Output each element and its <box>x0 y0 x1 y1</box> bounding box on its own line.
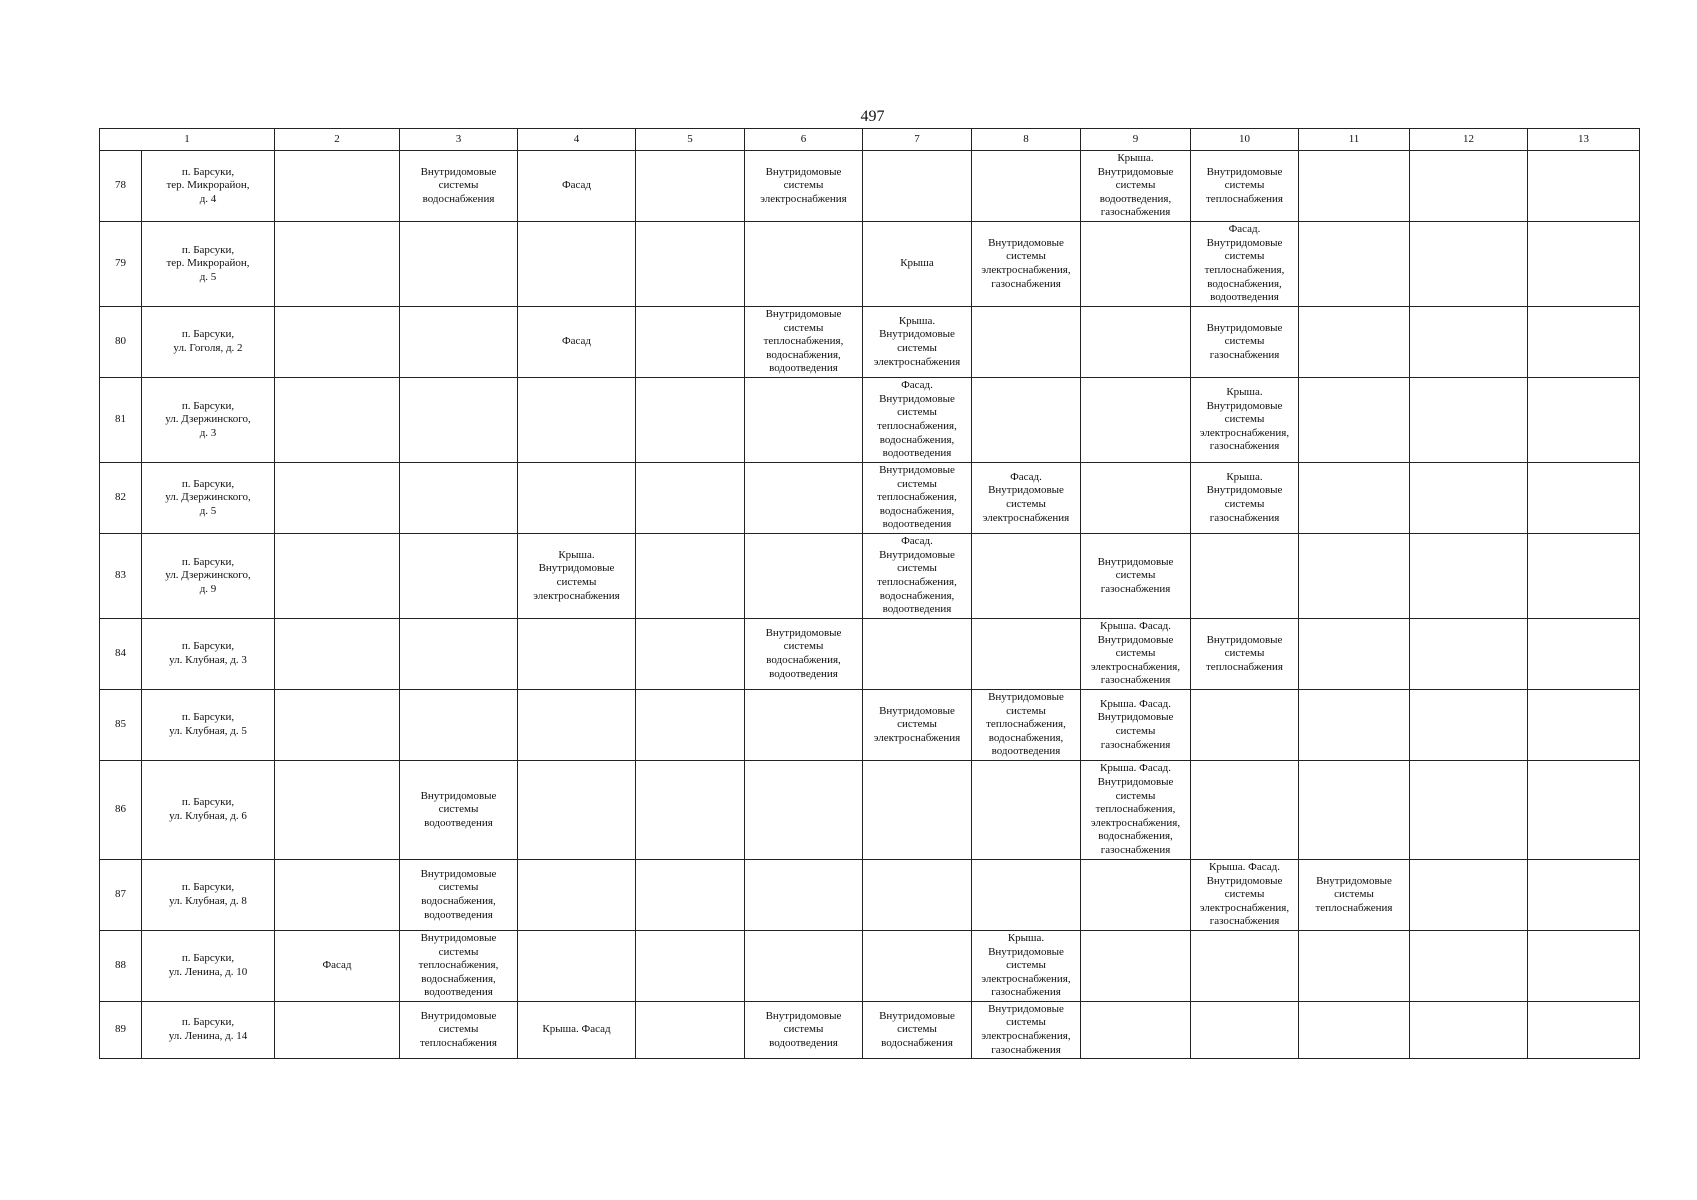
address-text: п. Барсуки, ул. Дзержинского, д. 9 <box>165 555 251 595</box>
work-cell-text: Внутридомовые системы водоснабжения <box>420 165 497 205</box>
work-cell-text: Внутридомовые системы водоснабжения, водоотведения <box>420 867 497 921</box>
work-cell-col-11 <box>1299 151 1410 222</box>
work-cell-col-7 <box>863 690 972 761</box>
work-cell-col-6 <box>745 619 863 690</box>
work-cell-col-7 <box>863 1002 972 1059</box>
work-cell-text: Внутридомовые системы электроснабжения <box>760 165 847 205</box>
column-header-5: 5 <box>636 129 745 151</box>
work-cell-col-6 <box>745 761 863 860</box>
work-cell-col-2 <box>275 534 400 619</box>
work-cell-col-11 <box>1299 690 1410 761</box>
work-cell-col-7 <box>863 378 972 463</box>
work-cell-col-7 <box>863 931 972 1002</box>
column-header-12: 12 <box>1410 129 1528 151</box>
table-row <box>100 619 1640 690</box>
work-cell-text: Крыша <box>900 257 934 270</box>
work-cell-col-3 <box>400 534 518 619</box>
work-cell-col-13 <box>1528 151 1640 222</box>
work-cell-col-9 <box>1081 151 1191 222</box>
work-cell-col-8 <box>972 222 1081 307</box>
work-cell-col-12 <box>1410 151 1528 222</box>
column-header-11: 11 <box>1299 129 1410 151</box>
work-cell-col-9 <box>1081 307 1191 378</box>
work-cell-col-5 <box>636 222 745 307</box>
table-row <box>100 378 1640 463</box>
work-cell-col-10 <box>1191 1002 1299 1059</box>
work-cell-col-12 <box>1410 1002 1528 1059</box>
work-cell-col-11 <box>1299 222 1410 307</box>
work-cell-col-5 <box>636 761 745 860</box>
work-cell-text: Внутридомовые системы теплоснабжения <box>1315 874 1393 914</box>
work-cell-col-13 <box>1528 463 1640 534</box>
work-cell-col-2 <box>275 860 400 931</box>
work-cell-text: Крыша. Фасад <box>542 1023 611 1036</box>
work-cell-col-11 <box>1299 307 1410 378</box>
header-row <box>100 129 1640 151</box>
work-cell-col-7 <box>863 222 972 307</box>
row-number-cell: 82 <box>100 463 142 534</box>
work-cell-col-11 <box>1299 931 1410 1002</box>
work-cell-col-3 <box>400 619 518 690</box>
row-number-cell: 86 <box>100 761 142 860</box>
work-cell-col-5 <box>636 307 745 378</box>
work-cell-col-12 <box>1410 619 1528 690</box>
work-cell-col-9 <box>1081 222 1191 307</box>
work-cell-col-5 <box>636 1002 745 1059</box>
work-cell-col-2 <box>275 463 400 534</box>
work-cell-col-4 <box>518 463 636 534</box>
work-cell-text: Фасад. Внутридомовые системы теплоснабжения, водоснабжения, водоотведения <box>877 535 957 616</box>
work-cell-col-8 <box>972 307 1081 378</box>
column-header-2: 2 <box>275 129 400 151</box>
work-cell-col-9 <box>1081 690 1191 761</box>
address-cell <box>142 534 275 619</box>
work-cell-col-10 <box>1191 534 1299 619</box>
work-cell-col-3 <box>400 378 518 463</box>
work-cell-col-12 <box>1410 761 1528 860</box>
work-cell-text: Крыша. Фасад. Внутридомовые системы газоснабжения <box>1097 697 1174 751</box>
table-row <box>100 860 1640 931</box>
work-cell-col-8 <box>972 151 1081 222</box>
work-cell-col-7 <box>863 619 972 690</box>
column-header-4: 4 <box>518 129 636 151</box>
work-cell-col-6 <box>745 1002 863 1059</box>
work-cell-text: Фасад <box>322 959 352 972</box>
work-cell-col-6 <box>745 222 863 307</box>
column-header-13: 13 <box>1528 129 1640 151</box>
row-number-cell: 78 <box>100 151 142 222</box>
row-number-cell: 80 <box>100 307 142 378</box>
work-cell-col-3 <box>400 931 518 1002</box>
work-cell-col-12 <box>1410 534 1528 619</box>
work-cell-col-12 <box>1410 222 1528 307</box>
work-cell-col-5 <box>636 931 745 1002</box>
work-cell-col-10 <box>1191 307 1299 378</box>
work-cell-text: Внутридомовые системы теплоснабжения, водоснабжения, водоотведения <box>763 308 844 375</box>
work-cell-col-13 <box>1528 931 1640 1002</box>
work-cell-text: Крыша. Внутридомовые системы электроснабжения, газоснабжения <box>1199 386 1290 453</box>
work-cell-col-3 <box>400 1002 518 1059</box>
work-cell-col-4 <box>518 931 636 1002</box>
work-cell-col-9 <box>1081 619 1191 690</box>
table-row <box>100 1002 1640 1059</box>
work-cell-col-4 <box>518 222 636 307</box>
work-cell-text: Фасад. Внутридомовые системы электроснабжения <box>982 470 1070 524</box>
work-cell-text: Крыша. Внутридомовые системы электроснабжения <box>533 548 620 602</box>
work-cell-col-10 <box>1191 222 1299 307</box>
work-cell-text: Крыша. Внутридомовые системы электроснабжения <box>873 314 961 368</box>
address-cell <box>142 619 275 690</box>
work-cell-col-11 <box>1299 463 1410 534</box>
work-cell-col-8 <box>972 761 1081 860</box>
table-row <box>100 463 1640 534</box>
work-cell-text: Крыша. Внутридомовые системы водоотведения, газоснабжения <box>1097 152 1174 219</box>
work-cell-col-8 <box>972 1002 1081 1059</box>
work-cell-text: Внутридомовые системы газоснабжения <box>1097 555 1174 595</box>
work-cell-text: Внутридомовые системы теплоснабжения, водоснабжения, водоотведения <box>986 691 1066 758</box>
work-cell-col-13 <box>1528 619 1640 690</box>
address-cell <box>142 690 275 761</box>
work-cell-col-9 <box>1081 860 1191 931</box>
address-text: п. Барсуки, ул. Клубная, д. 5 <box>169 711 247 737</box>
work-cell-col-8 <box>972 534 1081 619</box>
work-cell-col-6 <box>745 931 863 1002</box>
work-cell-text: Внутридомовые системы водоснабжения, водоотведения <box>765 626 842 680</box>
address-cell <box>142 463 275 534</box>
address-cell <box>142 931 275 1002</box>
work-cell-text: Внутридомовые системы газоснабжения <box>1206 321 1283 361</box>
work-cell-col-11 <box>1299 378 1410 463</box>
work-cell-col-4 <box>518 1002 636 1059</box>
work-cell-text: Фасад. Внутридомовые системы теплоснабжения, водоснабжения, водоотведения <box>877 379 957 460</box>
work-cell-col-9 <box>1081 931 1191 1002</box>
work-cell-col-2 <box>275 931 400 1002</box>
work-cell-col-4 <box>518 151 636 222</box>
work-cell-col-3 <box>400 307 518 378</box>
table-row <box>100 307 1640 378</box>
work-cell-col-4 <box>518 690 636 761</box>
work-cell-col-3 <box>400 463 518 534</box>
work-cell-col-7 <box>863 463 972 534</box>
row-number-cell: 85 <box>100 690 142 761</box>
address-cell <box>142 307 275 378</box>
work-cell-col-4 <box>518 378 636 463</box>
work-cell-col-8 <box>972 463 1081 534</box>
work-cell-col-10 <box>1191 860 1299 931</box>
work-cell-col-8 <box>972 690 1081 761</box>
address-cell <box>142 1002 275 1059</box>
work-cell-col-12 <box>1410 463 1528 534</box>
table-row <box>100 690 1640 761</box>
work-cell-col-11 <box>1299 1002 1410 1059</box>
column-header-6: 6 <box>745 129 863 151</box>
column-header-8: 8 <box>972 129 1081 151</box>
row-number-cell: 81 <box>100 378 142 463</box>
work-cell-text: Внутридомовые системы водоотведения <box>420 789 497 829</box>
address-cell <box>142 151 275 222</box>
row-number-cell: 89 <box>100 1002 142 1059</box>
work-cell-col-11 <box>1299 619 1410 690</box>
table-body <box>100 151 1640 1059</box>
column-header-3: 3 <box>400 129 518 151</box>
row-number-cell: 84 <box>100 619 142 690</box>
table-row <box>100 761 1640 860</box>
work-cell-col-10 <box>1191 931 1299 1002</box>
work-cell-col-9 <box>1081 761 1191 860</box>
work-cell-col-3 <box>400 690 518 761</box>
work-cell-col-8 <box>972 931 1081 1002</box>
address-cell <box>142 222 275 307</box>
column-header-7: 7 <box>863 129 972 151</box>
work-cell-text: Внутридомовые системы электроснабжения <box>873 704 961 744</box>
work-cell-col-11 <box>1299 534 1410 619</box>
address-text: п. Барсуки, тер. Микрорайон, д. 5 <box>166 243 250 283</box>
work-cell-col-2 <box>275 307 400 378</box>
work-cell-col-9 <box>1081 463 1191 534</box>
row-number-cell: 87 <box>100 860 142 931</box>
work-cell-col-2 <box>275 151 400 222</box>
repair-schedule-table <box>99 128 1640 1059</box>
work-cell-col-13 <box>1528 1002 1640 1059</box>
work-cell-col-10 <box>1191 690 1299 761</box>
work-cell-col-8 <box>972 860 1081 931</box>
work-cell-text: Фасад <box>561 179 592 192</box>
work-cell-col-5 <box>636 860 745 931</box>
work-cell-col-9 <box>1081 378 1191 463</box>
work-cell-text: Крыша. Фасад. Внутридомовые системы теплоснабжения, электроснабжения, водоснабжения, газоснабжения <box>1090 762 1181 856</box>
work-cell-col-8 <box>972 619 1081 690</box>
address-text: п. Барсуки, ул. Ленина, д. 10 <box>168 952 248 978</box>
work-cell-col-9 <box>1081 534 1191 619</box>
work-cell-col-5 <box>636 619 745 690</box>
work-cell-col-7 <box>863 307 972 378</box>
work-cell-text: Внутридомовые системы водоотведения <box>765 1009 842 1049</box>
work-cell-col-2 <box>275 1002 400 1059</box>
work-cell-col-12 <box>1410 690 1528 761</box>
row-number-cell: 83 <box>100 534 142 619</box>
work-cell-col-2 <box>275 690 400 761</box>
work-cell-text: Внутридомовые системы теплоснабжения <box>420 1009 497 1049</box>
work-cell-col-6 <box>745 307 863 378</box>
work-cell-col-4 <box>518 307 636 378</box>
work-cell-text: Внутридомовые системы теплоснабжения <box>1206 165 1283 205</box>
work-cell-text: Внутридомовые системы теплоснабжения, водоснабжения, водоотведения <box>418 932 499 999</box>
work-cell-text: Крыша. Внутридомовые системы газоснабжения <box>1206 470 1283 524</box>
work-cell-col-5 <box>636 463 745 534</box>
work-cell-col-4 <box>518 619 636 690</box>
work-cell-col-5 <box>636 690 745 761</box>
table-row <box>100 534 1640 619</box>
row-number-cell: 88 <box>100 931 142 1002</box>
work-cell-col-7 <box>863 761 972 860</box>
page-number: 497 <box>860 108 885 125</box>
row-number-cell: 79 <box>100 222 142 307</box>
work-cell-col-6 <box>745 151 863 222</box>
work-cell-text: Внутридомовые системы электроснабжения, газоснабжения <box>981 236 1071 290</box>
work-cell-col-13 <box>1528 690 1640 761</box>
work-cell-col-6 <box>745 860 863 931</box>
work-cell-col-5 <box>636 534 745 619</box>
address-text: п. Барсуки, ул. Клубная, д. 6 <box>169 796 247 822</box>
table-row <box>100 931 1640 1002</box>
work-cell-col-5 <box>636 378 745 463</box>
work-cell-col-7 <box>863 151 972 222</box>
work-cell-col-13 <box>1528 222 1640 307</box>
work-cell-col-3 <box>400 151 518 222</box>
work-cell-col-10 <box>1191 619 1299 690</box>
address-text: п. Барсуки, ул. Клубная, д. 8 <box>169 881 247 907</box>
work-cell-col-7 <box>863 534 972 619</box>
work-cell-col-2 <box>275 619 400 690</box>
work-cell-col-4 <box>518 761 636 860</box>
work-cell-text: Внутридомовые системы электроснабжения, газоснабжения <box>981 1002 1071 1056</box>
address-text: п. Барсуки, ул. Гоголя, д. 2 <box>173 328 243 354</box>
address-text: п. Барсуки, ул. Ленина, д. 14 <box>168 1016 248 1042</box>
work-cell-col-11 <box>1299 761 1410 860</box>
work-cell-text: Внутридомовые системы теплоснабжения, водоснабжения, водоотведения <box>877 464 957 531</box>
work-cell-col-10 <box>1191 463 1299 534</box>
work-cell-text: Фасад <box>561 335 592 348</box>
work-cell-col-2 <box>275 378 400 463</box>
work-cell-col-6 <box>745 690 863 761</box>
work-cell-col-10 <box>1191 151 1299 222</box>
address-text: п. Барсуки, ул. Дзержинского, д. 3 <box>165 399 251 439</box>
work-cell-col-6 <box>745 463 863 534</box>
work-cell-col-11 <box>1299 860 1410 931</box>
work-cell-col-13 <box>1528 761 1640 860</box>
address-cell <box>142 860 275 931</box>
work-cell-text: Крыша. Фасад. Внутридомовые системы электроснабжения, газоснабжения <box>1199 861 1290 928</box>
work-cell-col-2 <box>275 761 400 860</box>
table-row <box>100 151 1640 222</box>
work-cell-col-6 <box>745 534 863 619</box>
table-row <box>100 222 1640 307</box>
work-cell-col-12 <box>1410 307 1528 378</box>
work-cell-col-7 <box>863 860 972 931</box>
work-cell-col-13 <box>1528 307 1640 378</box>
work-cell-text: Крыша. Внутридомовые системы электроснабжения, газоснабжения <box>981 932 1071 999</box>
work-cell-col-13 <box>1528 534 1640 619</box>
work-cell-col-12 <box>1410 931 1528 1002</box>
work-cell-text: Крыша. Фасад. Внутридомовые системы электроснабжения, газоснабжения <box>1090 620 1181 687</box>
work-cell-col-12 <box>1410 860 1528 931</box>
column-header-10: 10 <box>1191 129 1299 151</box>
address-text: п. Барсуки, тер. Микрорайон, д. 4 <box>166 165 250 205</box>
column-header-1: 1 <box>100 129 275 151</box>
address-cell <box>142 761 275 860</box>
work-cell-text: Фасад. Внутридомовые системы теплоснабжения, водоснабжения, водоотведения <box>1204 223 1285 304</box>
work-cell-col-10 <box>1191 378 1299 463</box>
work-cell-text: Внутридомовые системы теплоснабжения <box>1206 633 1283 673</box>
work-cell-col-4 <box>518 534 636 619</box>
work-cell-col-3 <box>400 222 518 307</box>
address-text: п. Барсуки, ул. Клубная, д. 3 <box>169 640 247 666</box>
work-cell-col-13 <box>1528 860 1640 931</box>
work-cell-col-6 <box>745 378 863 463</box>
work-cell-col-3 <box>400 761 518 860</box>
address-cell <box>142 378 275 463</box>
work-cell-col-10 <box>1191 761 1299 860</box>
work-cell-text: Внутридомовые системы водоснабжения <box>879 1009 955 1049</box>
work-cell-col-12 <box>1410 378 1528 463</box>
work-cell-col-3 <box>400 860 518 931</box>
work-cell-col-5 <box>636 151 745 222</box>
work-cell-col-2 <box>275 222 400 307</box>
address-text: п. Барсуки, ул. Дзержинского, д. 5 <box>165 477 251 517</box>
work-cell-col-13 <box>1528 378 1640 463</box>
work-cell-col-8 <box>972 378 1081 463</box>
work-cell-col-4 <box>518 860 636 931</box>
work-cell-col-9 <box>1081 1002 1191 1059</box>
column-header-9: 9 <box>1081 129 1191 151</box>
